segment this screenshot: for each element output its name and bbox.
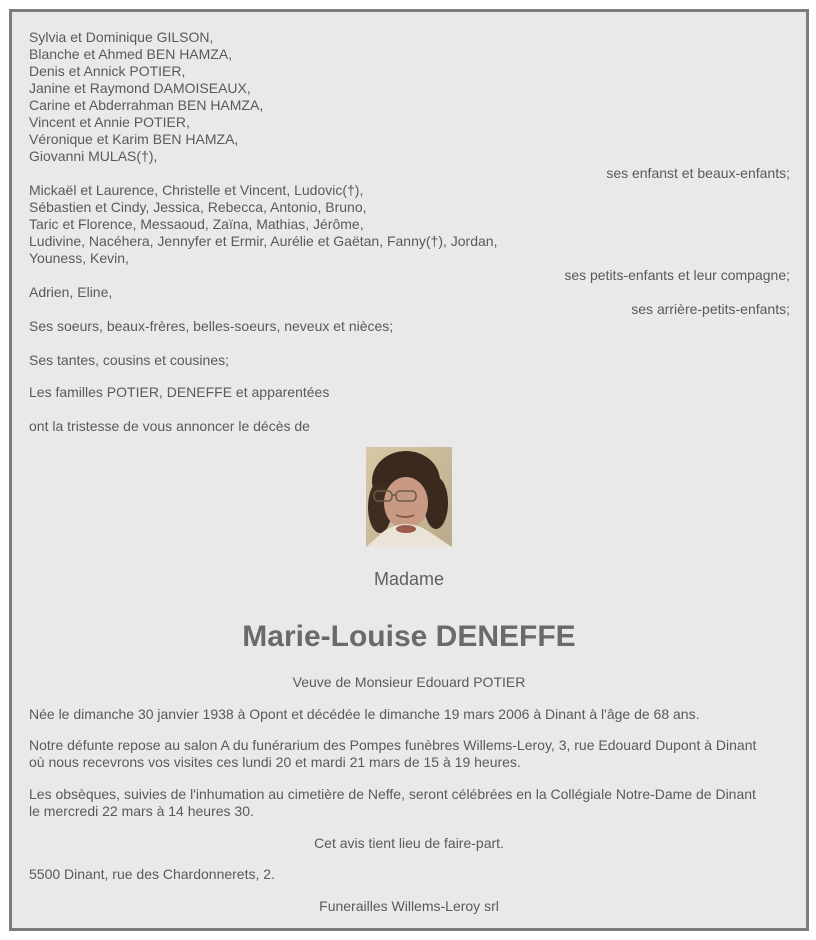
family-line: Janine et Raymond DAMOISEAUX, [29,80,251,96]
family-line: Blanche et Ahmed BEN HAMZA, [29,46,233,62]
announce-line: ont la tristesse de vous annoncer le décès de [29,418,310,434]
grandchildren-label: ses petits-enfants et leur compagne; [564,267,790,283]
family-line: Vincent et Annie POTIER, [29,114,190,130]
grandchildren-line: Mickaël et Laurence, Christelle et Vincent, Ludovic(†), [29,182,364,198]
family-line: Denis et Annick POTIER, [29,63,186,79]
great-grandchildren-label: ses arrière-petits-enfants; [631,301,790,317]
family-line: Giovanni MULAS(†), [29,148,158,164]
grandchildren-line: Taric et Florence, Messaoud, Zaïna, Mathias, Jérôme, [29,216,364,232]
title-madame: Madame [373,569,445,589]
grandchildren-line: Youness, Kevin, [29,250,129,266]
family-line: Carine et Abderrahman BEN HAMZA, [29,97,264,113]
families-line: Les familles POTIER, DENEFFE et apparentées [29,384,330,400]
portrait-photo [366,447,452,547]
funeral-line: le mercredi 22 mars à 14 heures 30. [29,803,254,819]
grandchildren-line: Ludivine, Nacéhera, Jennyfer et Ermir, Aurélie et Gaëtan, Fanny(†), Jordan, [29,233,498,249]
notice-line: Cet avis tient lieu de faire-part. [314,835,504,851]
undertaker-line: Funerailles Willems-Leroy srl [319,898,499,914]
children-label: ses enfanst et beaux-enfants; [606,165,790,181]
deceased-name: Marie-Louise DENEFFE [242,620,576,653]
siblings-line: Ses soeurs, beaux-frères, belles-soeurs, neveux et nièces; [29,318,394,334]
address-line: 5500 Dinant, rue des Chardonnerets, 2. [29,866,275,882]
portrait-image [366,447,452,547]
birth-death-line: Née le dimanche 30 janvier 1938 à Opont et décédée le dimanche 19 mars 2006 à Dinant à l'âge de 68 ans. [29,706,700,722]
great-grandchildren: Adrien, Eline, [29,284,113,300]
family-line: Sylvia et Dominique GILSON, [29,29,214,45]
aunts-line: Ses tantes, cousins et cousines; [29,352,229,368]
funeral-line: Les obsèques, suivies de l'inhumation au cimetière de Neffe, seront célébrées en la Collégiale Notre-Dame de Dinant [29,786,756,802]
obituary-frame [9,9,809,931]
rest-line: Notre défunte repose au salon A du funérarium des Pompes funèbres Willems-Leroy, 3, rue Edouard Dupont à Dinant [29,737,757,753]
family-line: Véronique et Karim BEN HAMZA, [29,131,239,147]
grandchildren-line: Sébastien et Cindy, Jessica, Rebecca, Antonio, Bruno, [29,199,367,215]
rest-line: où nous recevrons vos visites ces lundi 20 et mardi 21 mars de 15 à 19 heures. [29,754,521,770]
widow-line: Veuve de Monsieur Edouard POTIER [292,674,526,690]
